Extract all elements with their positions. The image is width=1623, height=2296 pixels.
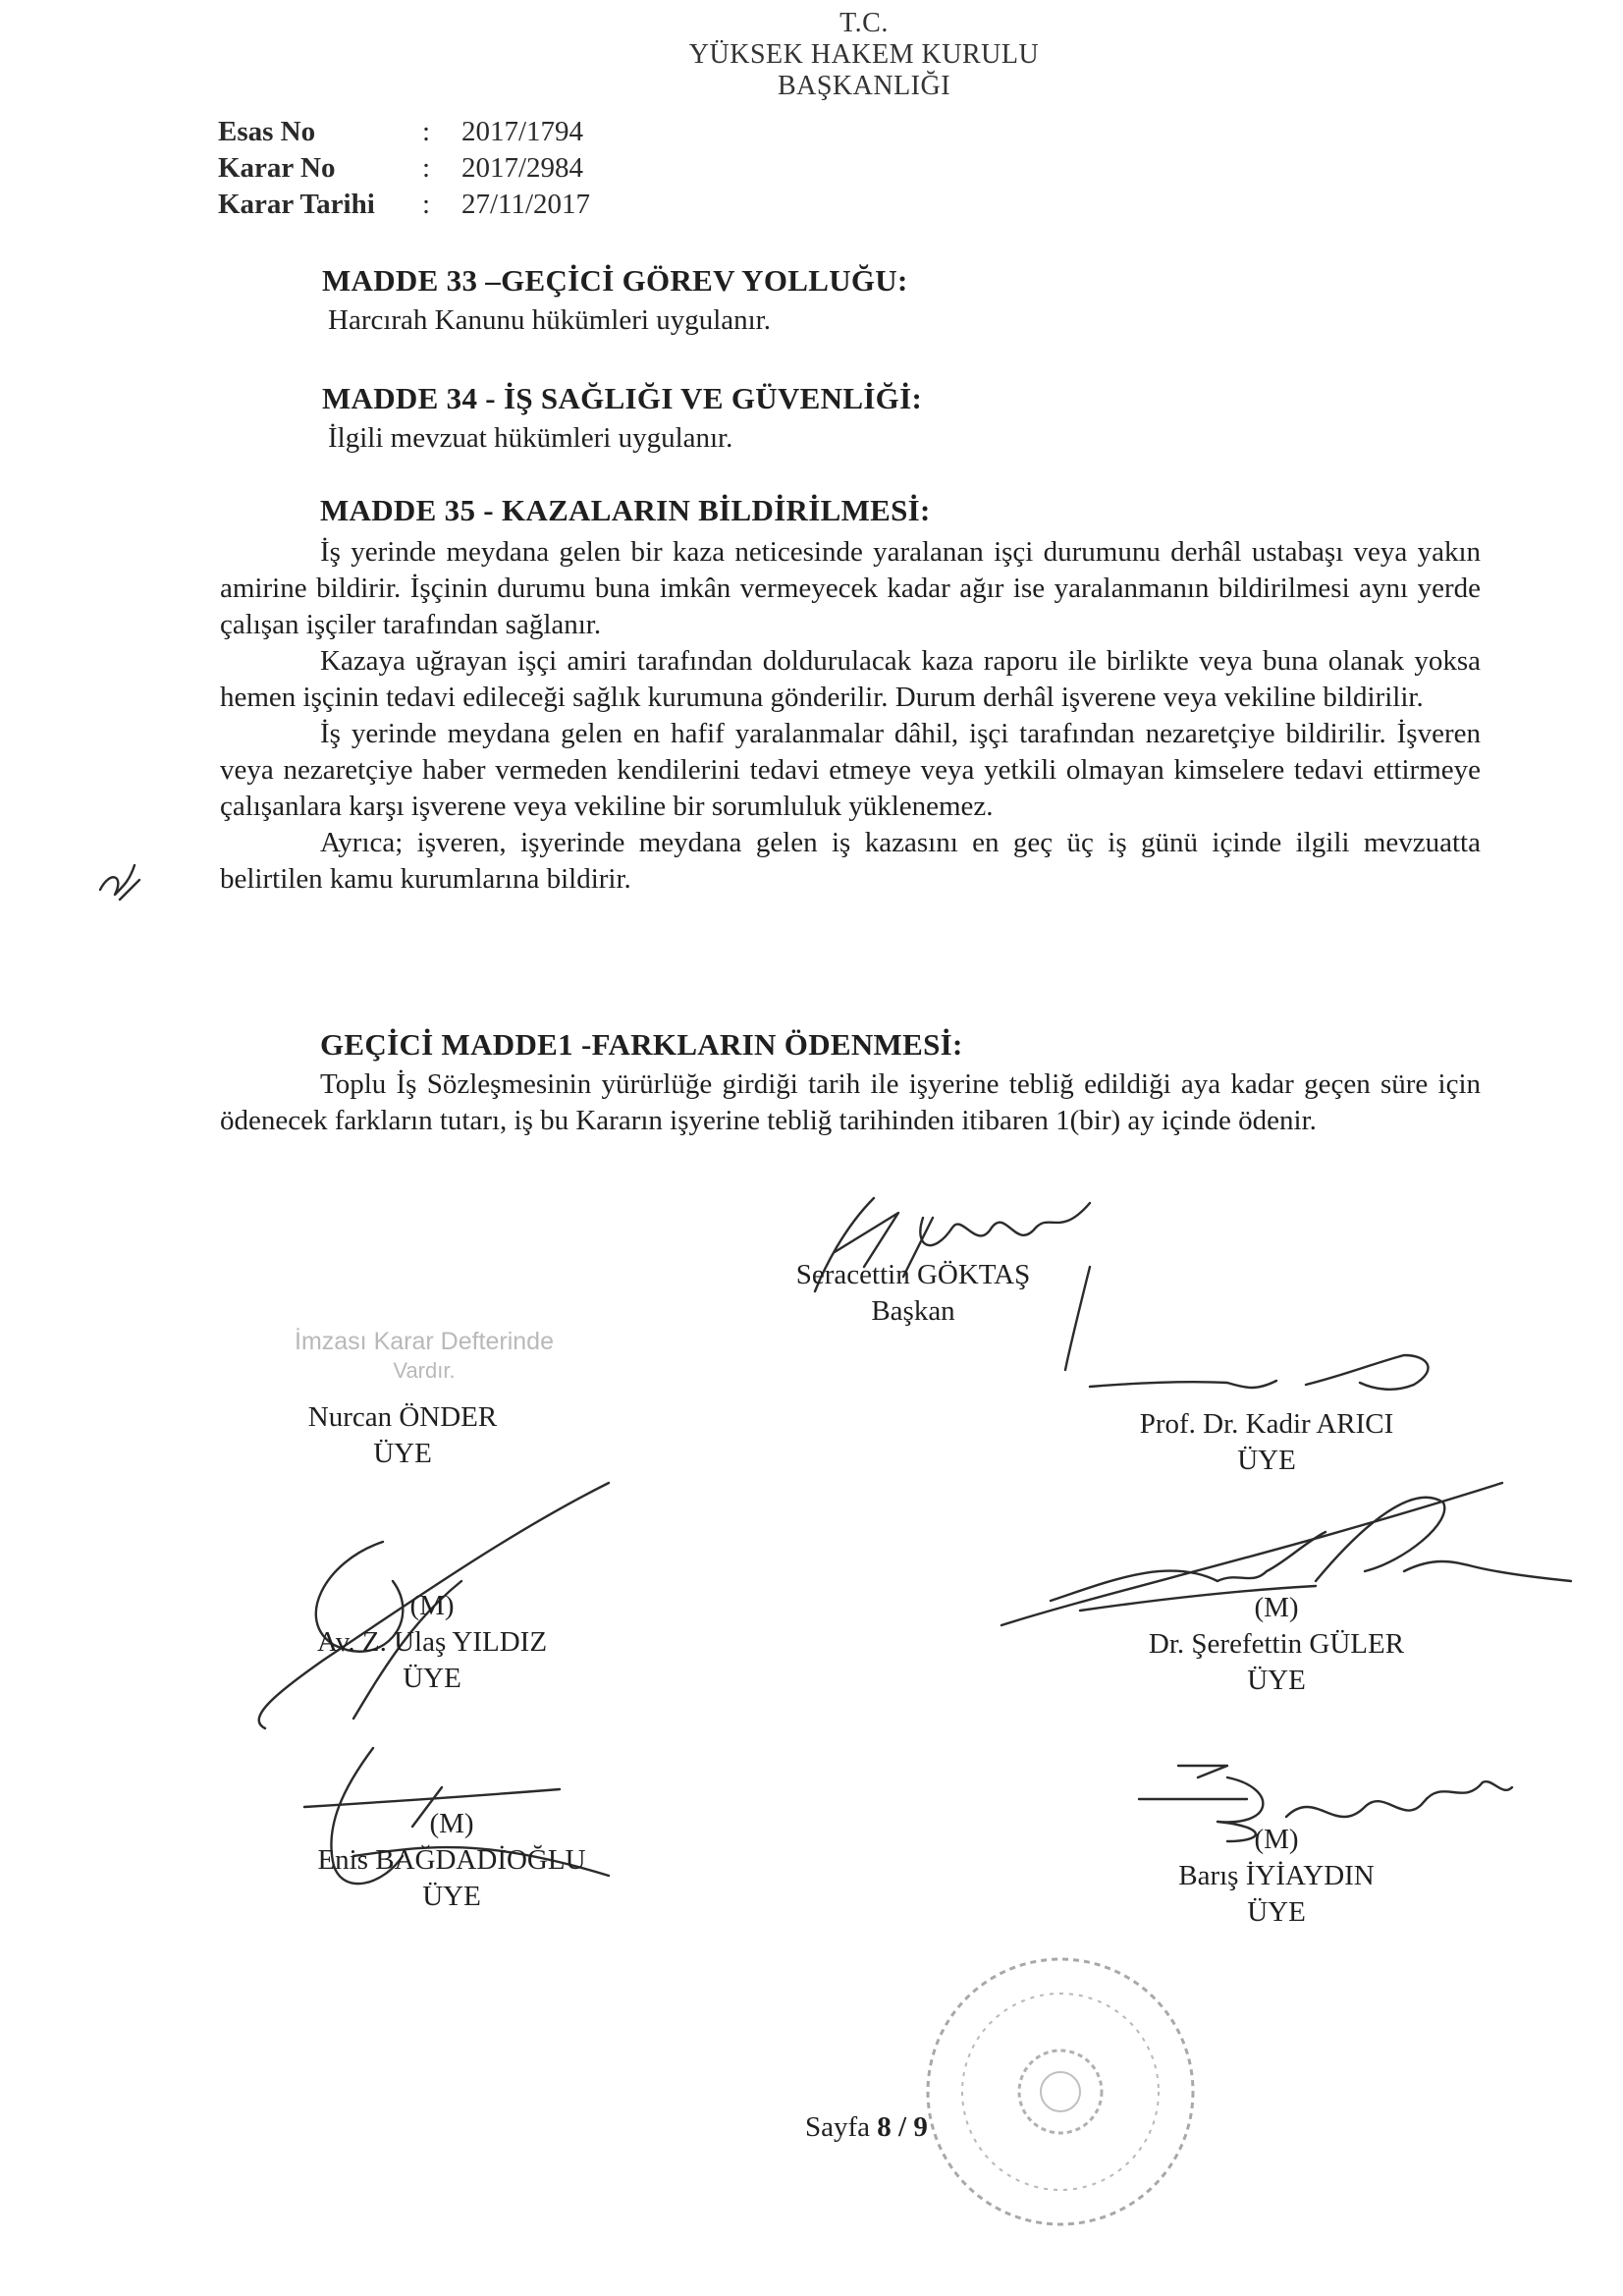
meta-value: 2017/1794 [461,116,584,147]
meta-colon: : [422,189,431,220]
meta-colon: : [422,152,431,184]
signatory-title: ÜYE [422,1881,481,1912]
meta-label: Karar No [218,152,336,184]
document-header [589,8,1139,102]
meta-row-esas [218,114,729,150]
signatory-title: Başkan [871,1295,955,1327]
signatory-name: Prof. Dr. Kadir ARICI [1139,1408,1394,1440]
signatory-chair [766,1257,1060,1330]
paragraph: İlgili mevzuat hükümleri uygulanır. [328,422,733,454]
page-value: 8 / 9 [877,2111,928,2143]
signatory-name: Enis BAĞDADİOĞLU [317,1844,586,1876]
case-metadata [218,114,729,223]
section-body-madde-33 [328,302,1467,339]
signatory-name: Nurcan ÖNDER [307,1401,498,1433]
paragraph: Kazaya uğrayan işçi amiri tarafından doldurulacak kaza raporu ile birlikte veya buna olanak yoksa hemen işçinin tedavi edileceği sağlık kurumuna gönderilir. Durum derhâl işverene veya vekiline bildirilir. [220,645,1481,713]
signatory-title: ÜYE [403,1663,461,1694]
paragraph: Ayrıca; işveren, işyerinde meydana gelen iş kazasını en geç üç iş günü içinde ilgili mevzuatta belirtilen kamu kurumlarına bildirir. [220,827,1481,895]
stamp-note-line1: İmzası Karar Defterinde [295,1328,554,1355]
official-seal [903,1944,1217,2239]
signatory-yildiz [265,1588,599,1697]
signatory-iyiaydin [1100,1822,1453,1931]
meta-row-karar [218,150,729,187]
signatory-title: ÜYE [1247,1665,1306,1696]
signatory-onder [255,1399,550,1472]
section-heading-gecici-madde-1: GEÇİCİ MADDE1 -FARKLARIN ÖDENMESİ: [320,1027,963,1062]
meta-row-tarih [218,187,729,223]
signatory-name: Dr. Şerefettin GÜLER [1148,1628,1405,1660]
signatory-name: Barış İYİAYDIN [1178,1860,1375,1891]
meta-value: 2017/2984 [461,152,584,184]
signatory-bagdadioglu [275,1806,628,1915]
page-number [805,2111,928,2144]
meta-value: 27/11/2017 [461,189,591,220]
section-heading-madde-33: MADDE 33 –GEÇİCİ GÖREV YOLLUĞU: [322,263,908,298]
section-body-madde-35 [220,534,1481,898]
signatory-name: Seracettin GÖKTAŞ [795,1259,1031,1290]
meta-colon: : [422,116,431,147]
header-line-presidency: BAŞKANLIĞI [777,71,951,101]
signatory-title: ÜYE [373,1438,432,1469]
signatory-mark: (M) [1254,1592,1299,1623]
arici-signature [1080,1345,1453,1404]
signatory-mark: (M) [409,1590,455,1621]
page-label: Sayfa [805,2111,871,2143]
signature-record-note [257,1328,591,1384]
header-line-tc: T.C. [839,8,889,38]
signatory-title: ÜYE [1247,1896,1306,1928]
meta-label: Esas No [218,116,316,147]
meta-label: Karar Tarihi [218,189,375,220]
paragraph: Toplu İş Sözleşmesinin yürürlüğe girdiği tarih ile işyerine tebliğ edildiği aya kadar geçen süre için ödenecek farkların tutarı, iş bu Kararın işyerine tebliğ tarihinden itibaren 1(bir) ay içinde ödenir. [220,1068,1481,1136]
section-body-gecici-madde-1 [220,1066,1481,1139]
signatory-guler [1100,1590,1453,1699]
paragraph: Harcırah Kanunu hükümleri uygulanır. [328,304,771,336]
paragraph: İş yerinde meydana gelen en hafif yaralanmalar dâhil, işçi tarafından nezaretçiye bildirilir. İşveren veya nezaretçiye haber vermeden kendilerini tedavi etmeye veya yetkili olmayan kimselere tedavi ettirmeye çalışanlara karşı işverene veya vekiline bir sorumluluk yüklenemez. [220,718,1481,822]
section-heading-madde-34: MADDE 34 - İŞ SAĞLIĞI VE GÜVENLİĞİ: [322,381,923,415]
signatory-mark: (M) [1254,1824,1299,1855]
header-line-institution: YÜKSEK HAKEM KURULU [688,39,1040,70]
signatory-name: Av. Z. Ulaş YILDIZ [316,1626,548,1658]
section-heading-madde-35: MADDE 35 - KAZALARIN BİLDİRİLMESİ: [320,493,931,527]
margin-initials [90,850,149,909]
stamp-note-line2: Vardır. [393,1358,456,1383]
signatory-title: ÜYE [1237,1445,1296,1476]
signatory-mark: (M) [429,1808,474,1839]
paragraph: İş yerinde meydana gelen bir kaza neticesinde yaralanan işçi durumunu derhâl ustabaşı veya yakın amirine bildirir. İşçinin durumu buna imkân vermeyecek kadar ağır ise yaralanmanın bildirilmesi aynı yerde çalışan işçiler tarafından sağlanır. [220,536,1481,640]
section-body-madde-34 [328,420,1467,457]
